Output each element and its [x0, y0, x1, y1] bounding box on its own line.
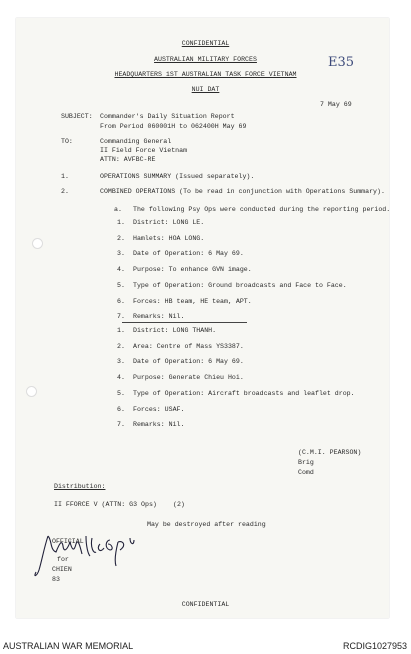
- subject-line: Commander's Daily Situation Report: [100, 113, 235, 120]
- subject-line: From Period 060001H to 062400H May 69: [100, 123, 247, 130]
- para-number: 1.: [61, 173, 69, 180]
- list-item-text: Area: Centre of Mass YS3387.: [133, 342, 244, 350]
- distribution-copies: (2): [173, 501, 185, 508]
- list-item-text: Type of Operation: Aircraft broadcasts and leaflet drop.: [133, 389, 355, 397]
- list-item-number: 2.: [117, 342, 125, 350]
- list-item-number: 1.: [117, 219, 125, 226]
- list-item-number: 4.: [117, 266, 125, 274]
- signatory-rank: Brig: [298, 459, 314, 466]
- list-item-number: 3.: [117, 358, 125, 366]
- destroy-note: May be destroyed after reading: [147, 521, 266, 528]
- stamp-for: for: [57, 556, 69, 563]
- subpara-text: The following Psy Ops were conducted during the reporting period.: [133, 206, 391, 213]
- punch-hole: [26, 386, 37, 397]
- subpara-letter: a.: [114, 206, 122, 213]
- list-item-text: Purpose: To enhance GVN image.: [133, 266, 252, 274]
- stamp-number: 83: [52, 576, 60, 583]
- handwritten-signature: [30, 530, 145, 582]
- hq-name: HEADQUARTERS 1ST AUSTRALIAN TASK FORCE VIETNAM: [114, 71, 297, 78]
- footer-archive-name: AUSTRALIAN WAR MEMORIAL: [3, 641, 134, 651]
- list-item-text: Purpose: Generate Chieu Hoi.: [133, 374, 244, 382]
- list-item-number: 5.: [117, 281, 125, 289]
- list-item-text: Date of Operation: 6 May 69.: [133, 358, 244, 366]
- distribution-line: II FFORCE V (ATTN: G3 Ops): [54, 501, 157, 508]
- list-item-text: Remarks: Nil.: [133, 313, 185, 321]
- to-label: TO:: [61, 138, 73, 145]
- list-item-text: District: LONG LE.: [133, 219, 205, 226]
- list-item-number: 2.: [117, 234, 125, 242]
- list-item-number: 5.: [117, 389, 125, 397]
- to-line: ATTN: AVFBC-RE: [100, 156, 156, 163]
- footer-record-id: RCDIG1027953: [342, 641, 407, 651]
- para-number: 2.: [61, 188, 69, 195]
- list-item-text: Hamlets: HOA LONG.: [133, 234, 205, 242]
- list-item-text: Forces: HB team, HE team, APT.: [133, 297, 252, 305]
- para-text: COMBINED OPERATIONS (To be read in conjunction with Operations Summary).: [100, 188, 385, 195]
- punch-hole: [32, 238, 43, 249]
- list-item-text: Forces: USAF.: [133, 405, 185, 413]
- list-item-number: 6.: [117, 405, 125, 413]
- distribution-label: Distribution:: [54, 483, 106, 490]
- classification-top: CONFIDENTIAL: [181, 40, 230, 47]
- list-item-text: Type of Operation: Ground broadcasts and Face to Face.: [133, 281, 347, 289]
- to-line: II Field Force Vietnam: [100, 147, 188, 154]
- to-line: Commanding General: [100, 138, 172, 145]
- location: NUI DAT: [191, 86, 220, 93]
- list-item-number: 4.: [117, 374, 125, 382]
- list-item-number: 1.: [117, 327, 125, 334]
- classification-bottom: CONFIDENTIAL: [181, 601, 230, 608]
- stamp-official: OFFICIAL: [52, 538, 84, 545]
- list-item-number: 3.: [117, 250, 125, 258]
- document-date: 7 May 69: [320, 101, 352, 108]
- list-item-number: 6.: [117, 297, 125, 305]
- org-name: AUSTRALIAN MILITARY FORCES: [154, 56, 257, 63]
- stamp-title: CHIEN: [52, 566, 72, 573]
- subject-label: SUBJECT:: [61, 113, 93, 120]
- list-item-text: Remarks: Nil.: [133, 421, 185, 429]
- divider-line: [122, 322, 247, 323]
- handwritten-reference: E35: [328, 55, 355, 70]
- signatory-role: Comd: [298, 469, 314, 476]
- list-item-number: 7.: [117, 421, 125, 429]
- list-item-number: 7.: [117, 313, 125, 321]
- signatory-name: (C.M.I. PEARSON): [298, 449, 362, 456]
- list-item-text: District: LONG THANH.: [133, 327, 217, 334]
- list-item-text: Date of Operation: 6 May 69.: [133, 250, 244, 258]
- para-text: OPERATIONS SUMMARY (Issued separately).: [100, 173, 255, 180]
